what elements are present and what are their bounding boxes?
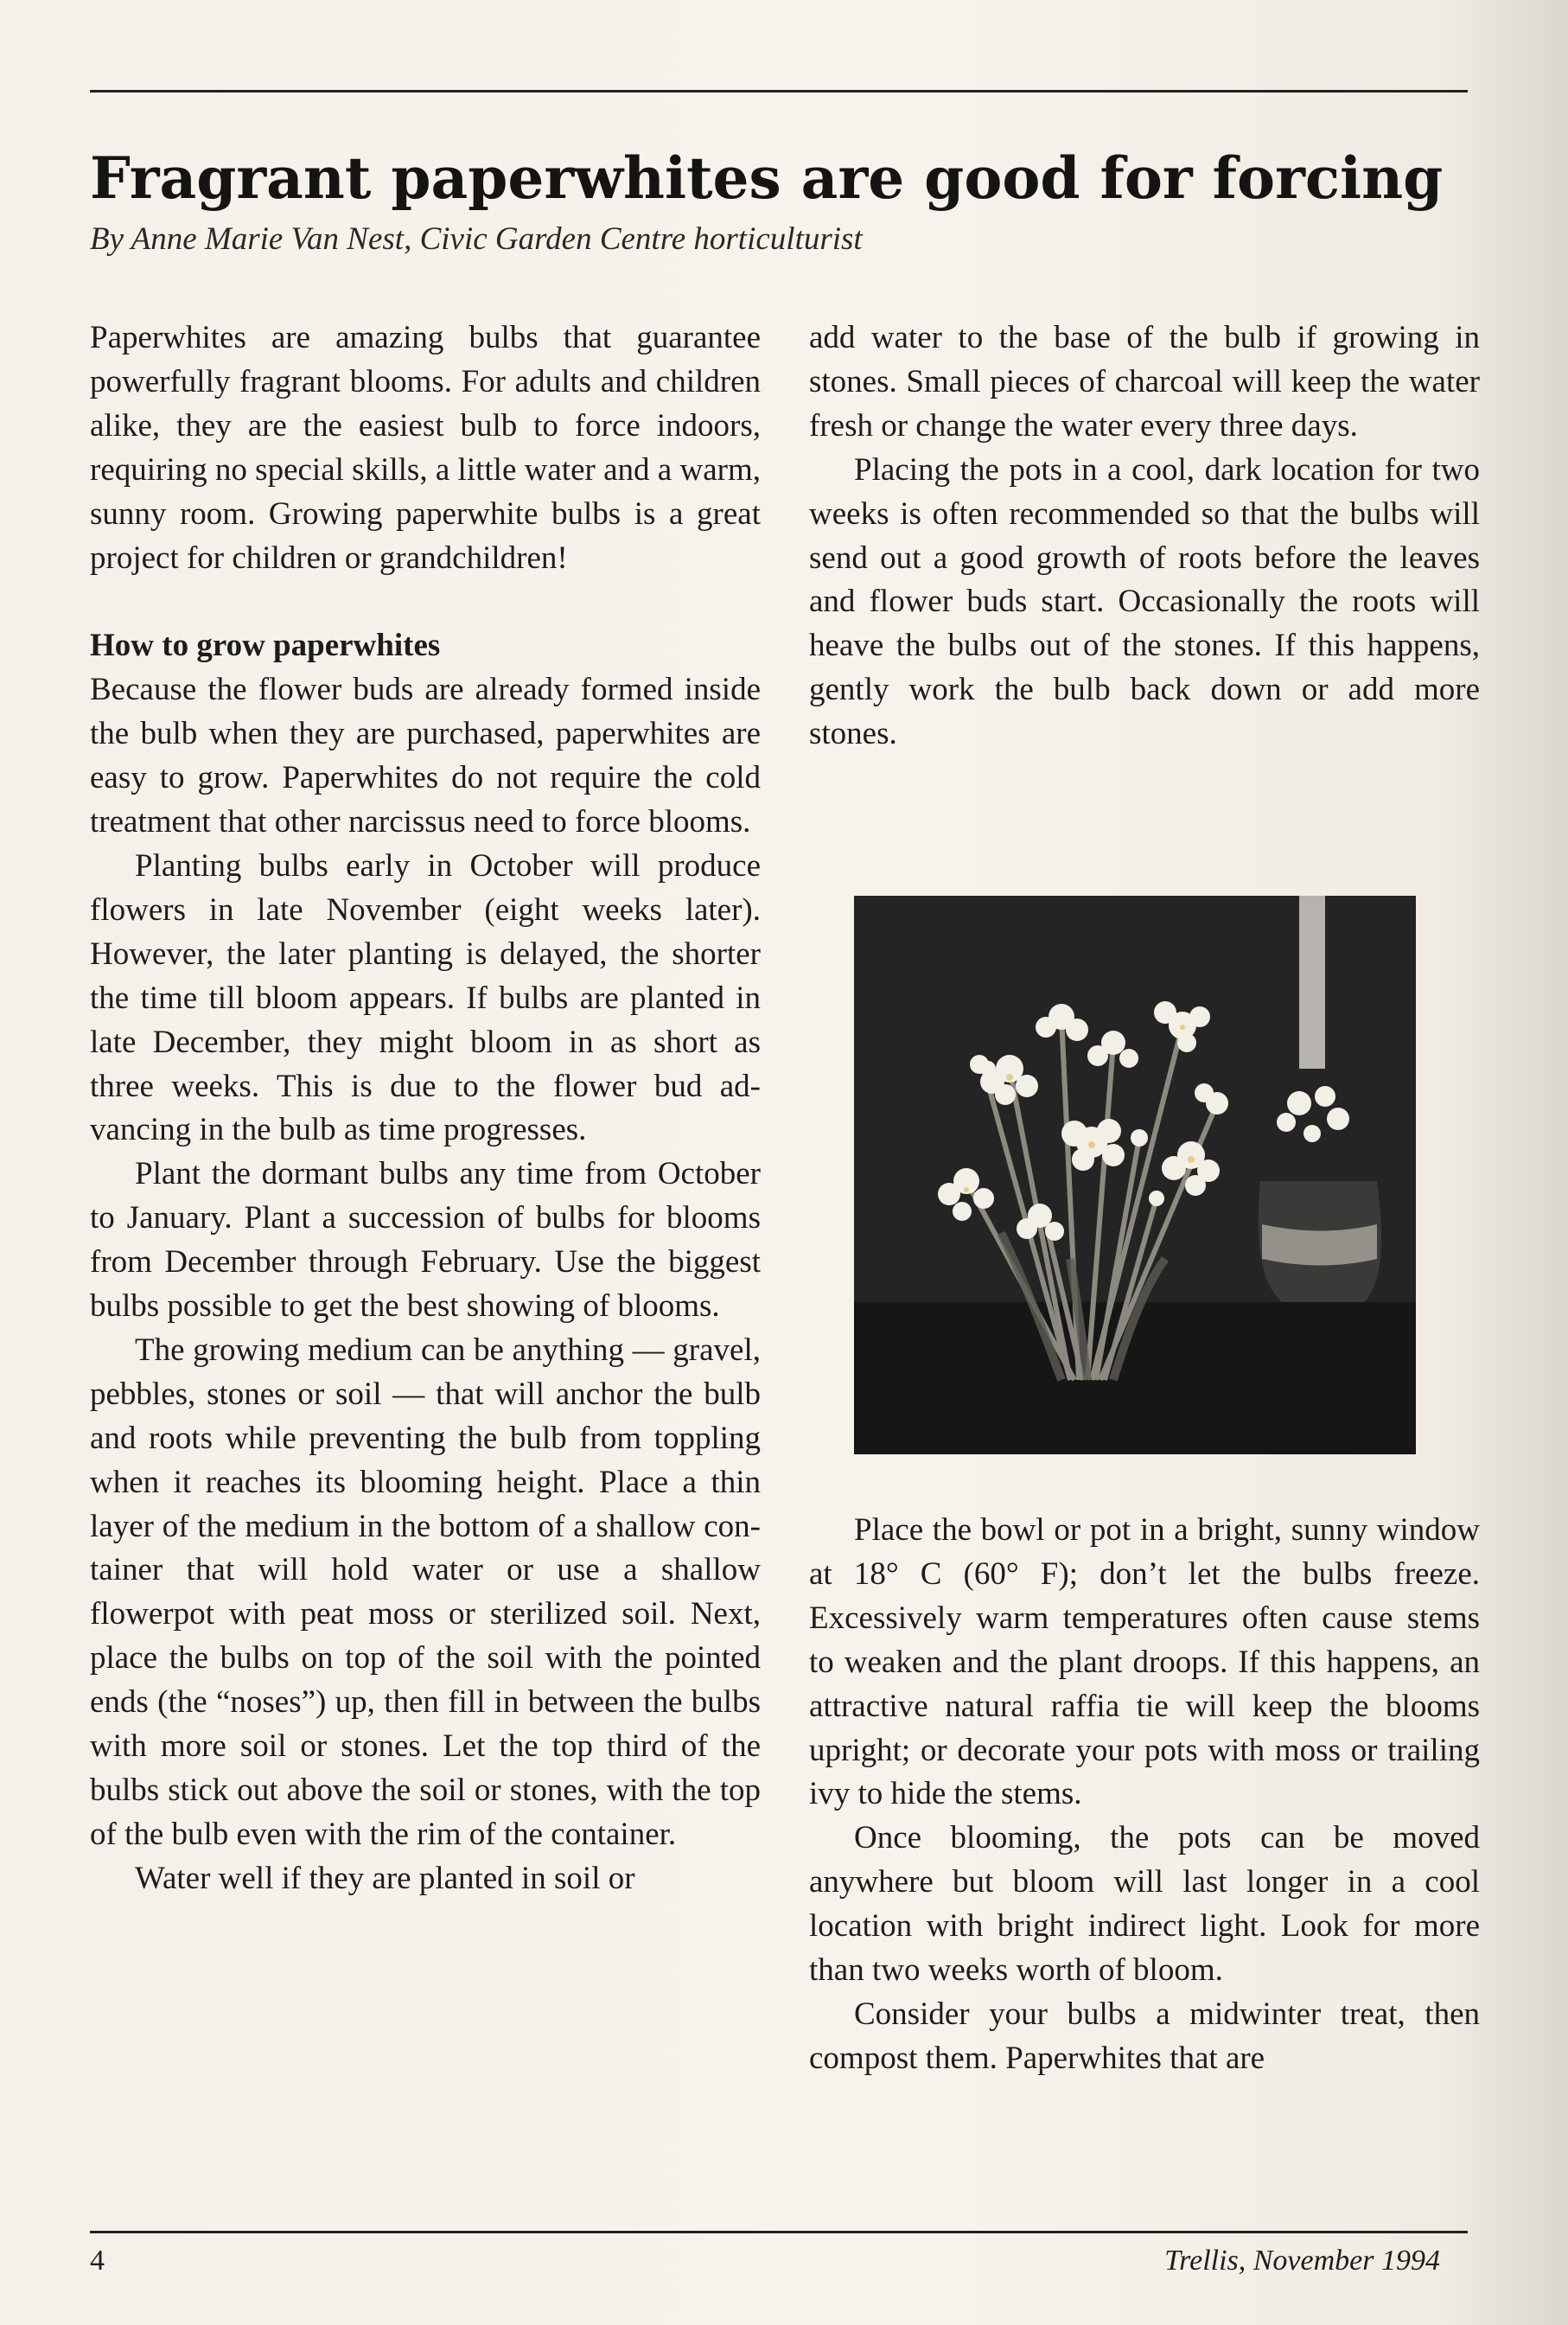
intro-paragraph: Paperwhites are amazing bulbs that guarantee powerfully fragrant blooms. For adults and children alike, they are the easiest bulb to force indoors, requiring no special skills, a little water and a warm, sunny room. Growing paperwhite bulbs is a great project for children or grandchildren!: [90, 320, 761, 576]
byline: By Anne Marie Van Nest, Civic Garden Centre horticulturist: [90, 221, 863, 257]
section-heading: How to grow paperwhites: [90, 628, 441, 664]
paragraph: The growing medium can be anything — gravel, pebbles, stones or soil — that will anchor the bulb and roots while preventing the bulb from toppling when it reaches its blooming height. Place a thin layer of the medium in the bottom of a shallow container that will hold water or use a shallow flowerpot with peat moss or sterilized soil. Next, place the bulbs on top of the soil with the pointed ends (the “noses”) up, then fill in between the bulbs with more soil or stones. Let the top third of the bulbs stick out above the soil or stones, with the top of the bulb even with the rim of the container.: [90, 1332, 761, 1852]
article-title: Fragrant paperwhites are good for forcing: [90, 144, 1444, 212]
paragraph: Plant the dormant bulbs any time from October to January. Plant a succession of bulbs for blooms from December through February. Use the biggest bulbs possible to get the best showing of blooms.: [90, 1156, 761, 1325]
right-column-bottom: [809, 1509, 1480, 2081]
paragraph: Planting bulbs early in October will produce flowers in late November (eight weeks later). However, the later planting is delayed, the shorter the time till bloom appears. If bulbs are planted in late December, they might bloom in as short as three weeks. This is due to the flower bud advancing in the bulb as time progresses.: [90, 847, 761, 1148]
paragraph: Placing the pots in a cool, dark location for two weeks is often recommended so that the bulbs will send out a good growth of roots before the leaves and flower buds start. Occasionally the roots will heave the bulbs out of the stones. If this happens, gently work the bulb back down or add more stones.: [809, 451, 1480, 752]
paragraph: add water to the base of the bulb if growing in stones. Small pieces of charcoal will keep the water fresh or change the water every three days.: [809, 320, 1480, 444]
paragraph: Once blooming, the pots can be moved anywhere but bloom will last longer in a cool location with bright indirect light. Look for more than two weeks worth of bloom.: [809, 1820, 1480, 1989]
left-column: [90, 316, 761, 1901]
page-number: 4: [90, 2245, 105, 2277]
paragraph: Place the bowl or pot in a bright, sunny window at 18° C (60° F); don’t let the bulbs freeze. Excessively warm temperatures often cause stems to weaken and the plant droops. If this happens, an attractive natural raffia tie will keep the blooms upright; or decorate your pots with moss or trailing ivy to hide the stems.: [809, 1512, 1480, 1812]
bottom-rule: [90, 2231, 1468, 2233]
paperwhite-illustration: [854, 896, 1416, 1454]
top-rule: [90, 90, 1468, 93]
paragraph: Because the flower buds are already formed inside the bulb when they are purchased, paperwhites are easy to grow. Paperwhites do not require the cold treatment that other narcissus need to force blooms.: [90, 672, 761, 840]
paragraph: Water well if they are planted in soil or: [135, 1860, 635, 1896]
paragraph: Consider your bulbs a midwinter treat, then compost them. Paperwhites that are: [809, 1996, 1480, 2076]
right-column-top: [809, 316, 1480, 757]
paperwhite-photo: [854, 896, 1416, 1454]
publication-name: Trellis, November 1994: [1164, 2245, 1440, 2277]
